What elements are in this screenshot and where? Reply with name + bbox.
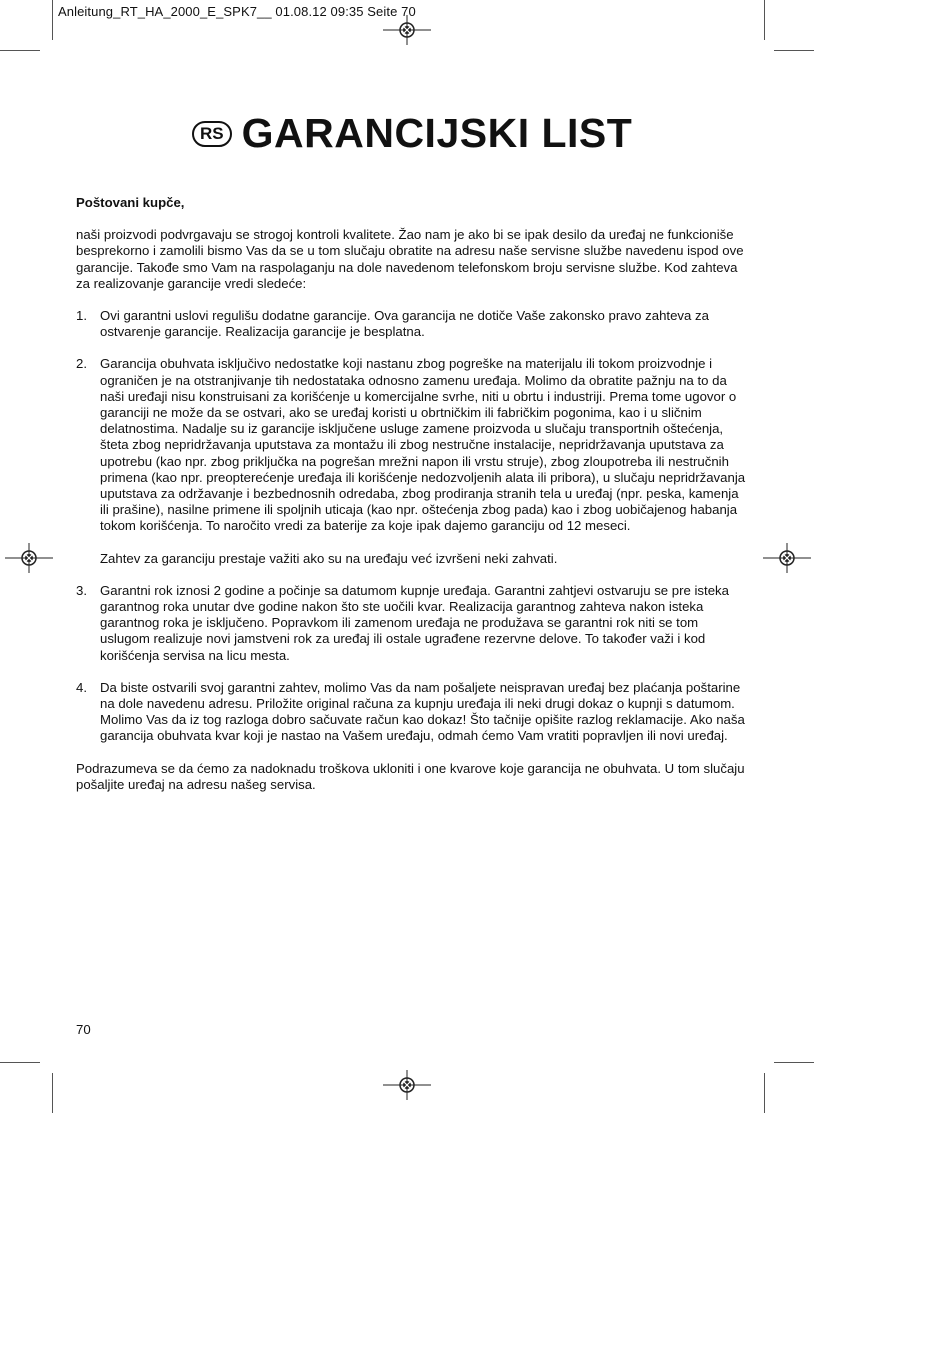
list-number: 4. (76, 679, 87, 695)
document-body (76, 195, 746, 793)
salutation: Poštovani kupče, (76, 195, 185, 210)
crop-mark (52, 0, 53, 40)
closing-paragraph: Podrazumeva se da ćemo za nadoknadu troškova ukloniti i one kvarove koje garancija ne obuhvata. U tom slučaju pošaljite uređaj na adresu našeg servisa. (76, 760, 745, 792)
list-item (76, 583, 746, 664)
list-item-text: Ovi garantni uslovi regulišu dodatne garancije. Ova garancija ne dotiče Vaše zakonsko pravo zahteva za ostvarenje garancije. Realizacija garancije je besplatna. (100, 308, 709, 340)
list-item-text: Garantni rok iznosi 2 godine a počinje sa datumom kupnje uređaja. Garantni zahtjevi ostvaruju se pre isteka garantnog roka unutar dve godine nakon što ste uočili kvar. Realizacija garantnog zahteva nakon isteka garantnog roka je isključeno. Popravkom ili zamenom uređaja ne produžava se garantni rok niti se tom uslugom realizuje novi jamstveni rok za uređaj ili ostale ugrađene rezervne delove. To također važi i kod korišćenja servisa na licu mesta. (100, 582, 729, 663)
list-item (76, 308, 746, 340)
list-number: 2. (76, 356, 87, 372)
crop-mark (52, 1073, 53, 1113)
list-item (76, 680, 746, 745)
list-item-note: Zahtev za garanciju prestaje važiti ako su na uređaju već izvršeni neki zahvati. (100, 550, 558, 566)
page-title: GARANCIJSKI LIST (241, 110, 633, 156)
crop-mark (0, 50, 40, 51)
list-item-text: Garancija obuhvata isključivo nedostatke koji nastanu zbog pogreške na materijalu ili tokom proizvodnje i ograničen je na otstranjivanje tih nedostataka odnosno zamenu uređaja. Molimo da obratite pažnju na to da naši uređaji nisu konstruisani za korišćenje u komercijalne svrhe, niti u obrtu i industriji. Prema tome ugovor o garanciji ne može da se ostvari, ako se uređaj koristi u obrtničkim ili fabričkim pogonima, kao i u sličnim delatnostima. Nadalje su iz garancije isključene usluge zamene proizvoda u slučaju transportnih oštećenja, šteta zbog nepridržavanja uputstava za montažu ili zbog nestručne instalacije, nepridržavanja uputstava za upotrebu (kao npr. zbog priključka na pogrešan mrežni napon ili vrstu struje), zbog zloupotreba ili nestručnih primena (kao npr. preopterećenje uređaja ili korišćenje nedozvoljenih alata ili pribora), u slučaju nepridržavanja uputstava za održavanje i bezbednosnih odredaba, zbog prodiranja stranih tela u uređaj (npr. peska, kamenja ili prašine), nasilne primene ili spoljnih uticaja (kao npr. oštećenja zbog pada) kao i zbog uobičajenog habanja tokom korišćenja. To naročito vredi za baterije za koje ipak dajemo garanciju od 12 meseci. (100, 356, 746, 534)
list-number: 1. (76, 308, 87, 324)
page-number: 70 (76, 1022, 91, 1037)
intro-paragraph: naši proizvodi podvrgavaju se strogoj kontroli kvalitete. Žao nam je ako bi se ipak desilo da uređaj ne funkcioniše besprekorno i zamolili bismo Vas da se u tom slučaju obratite na adresu naše servisne službe navedenu ispod ove garancije. Takođe smo Vam na raspolaganju na dole navedenom telefonskom broju servisne službe. Kod zahteva za realizovanje garancije vredi sledeće: (76, 227, 744, 291)
title-block (192, 110, 632, 157)
registration-mark-icon (5, 543, 53, 573)
crop-mark (764, 1073, 765, 1113)
list-item (76, 356, 746, 566)
crop-mark (764, 0, 765, 40)
crop-mark (0, 1062, 40, 1063)
crop-mark (774, 50, 814, 51)
registration-mark-icon (383, 1070, 431, 1100)
country-badge: RS (192, 121, 232, 147)
print-slug-line: Anleitung_RT_HA_2000_E_SPK7__ 01.08.12 09:35 Seite 70 (58, 4, 416, 19)
list-number: 3. (76, 582, 87, 598)
registration-mark-icon (383, 15, 431, 45)
list-item-text: Da biste ostvarili svoj garantni zahtev, molimo Vas da nam pošaljete neispravan uređaj bez plaćanja poštarine na dole navedenu adresu. Priložite original računa za kupnju uređaja ili neki drugi dokaz o kupnji s datumom. Molimo Vas da iz tog razloga dobro sačuvate račun kao dokaz! Što tačnije opišite razlog reklamacije. Ako naša garancija obuhvata kvar koji je nastao na Vašem uređaju, odmah ćemo Vam vratiti popravljen ili novi uređaj. (100, 679, 745, 744)
crop-mark (774, 1062, 814, 1063)
registration-mark-icon (763, 543, 811, 573)
